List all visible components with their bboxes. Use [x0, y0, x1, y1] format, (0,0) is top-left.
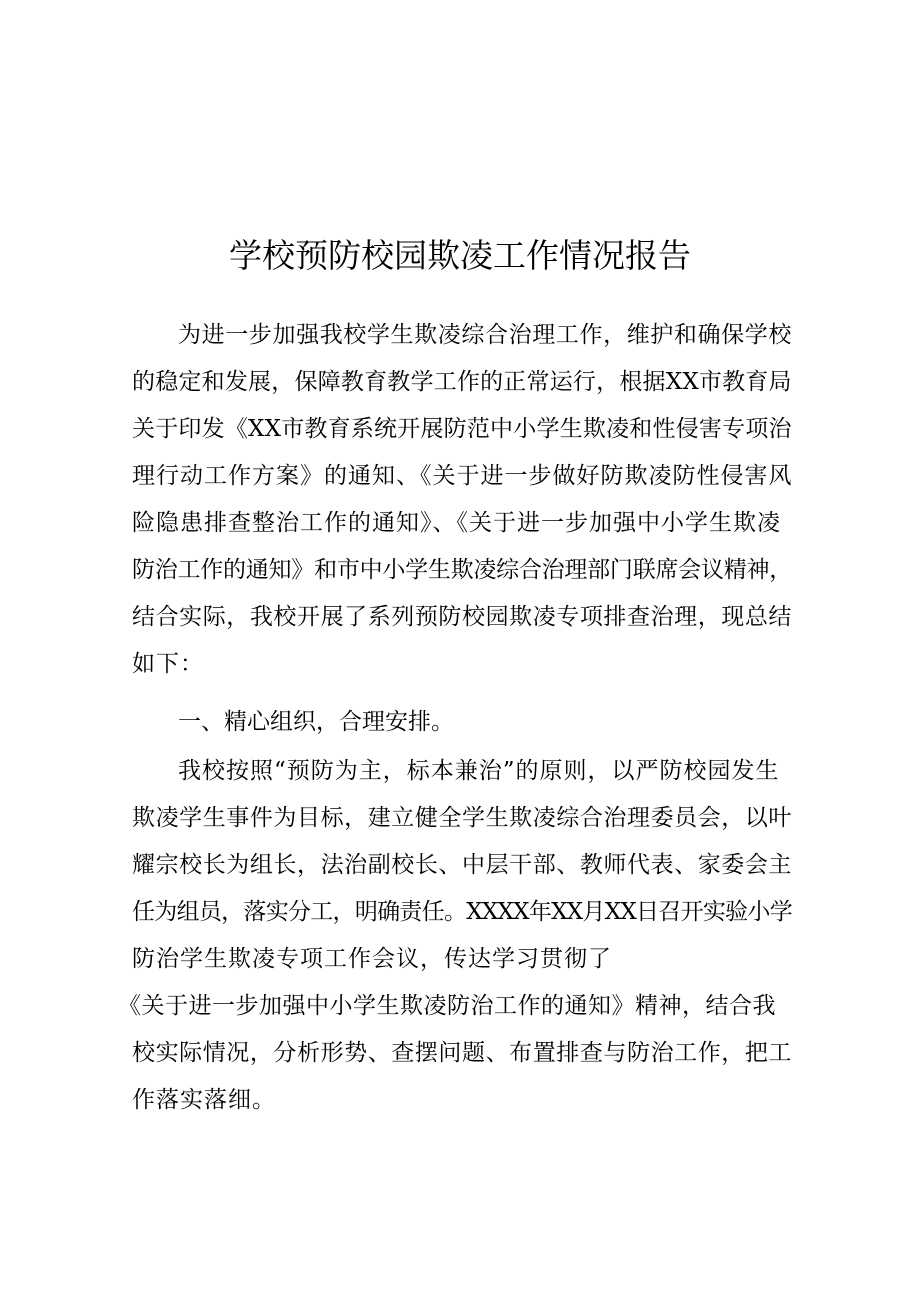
section-heading: 一、精心组织，合理安排。	[178, 709, 454, 735]
paragraph-line: 如下：	[132, 651, 204, 677]
paragraph-line: 我校按照“预防为主，标本兼治”的原则，以严防校园发生	[178, 758, 780, 784]
document-title: 学校预防校园欺凌工作情况报告	[229, 236, 691, 275]
paragraph-line: 为进一步加强我校学生欺凌综合治理工作，维护和确保学校	[178, 322, 792, 348]
paragraph-line: 理行动工作方案》的通知、《关于进一步做好防欺凌防性侵害风	[132, 463, 793, 489]
paragraph-line: 防治工作的通知》和市中小学生欺凌综合治理部门联席会议精神，	[132, 557, 792, 583]
paragraph-line: 关于印发《XX市教育系统开展防范中小学生欺凌和性侵害专项治	[132, 416, 792, 442]
paragraph-line: 的稳定和发展，保障教育教学工作的正常运行，根据XX市教育局	[132, 369, 792, 395]
intro-paragraph	[132, 312, 792, 688]
paragraph-line: 欺凌学生事件为目标，建立健全学生欺凌综合治理委员会，以叶	[132, 805, 792, 831]
paragraph-line: 耀宗校长为组长，法治副校长、中层干部、教师代表、家委会主	[132, 852, 792, 878]
paragraph-line: 校实际情况，分析形势、查摆问题、布置排查与防治工作，把工	[132, 1040, 792, 1066]
paragraph-line: 险隐患排查整治工作的通知》、《关于进一步加强中小学生欺凌	[132, 510, 781, 536]
paragraph-line: 防治学生欺凌专项工作会议，传达学习贯彻了	[132, 946, 612, 972]
paragraph-line: 结合实际，我校开展了系列预防校园欺凌专项排查治理，现总结	[132, 604, 792, 630]
paragraph-line: 任为组员，落实分工，明确责任。XXXX年XX月XX日召开实验小学	[132, 899, 792, 925]
paragraph-line: 《关于进一步加强中小学生欺凌防治工作的通知》精神，结合我	[118, 993, 776, 1019]
paragraph-line: 作落实落细。	[132, 1087, 276, 1113]
section1-paragraph	[118, 748, 792, 1124]
